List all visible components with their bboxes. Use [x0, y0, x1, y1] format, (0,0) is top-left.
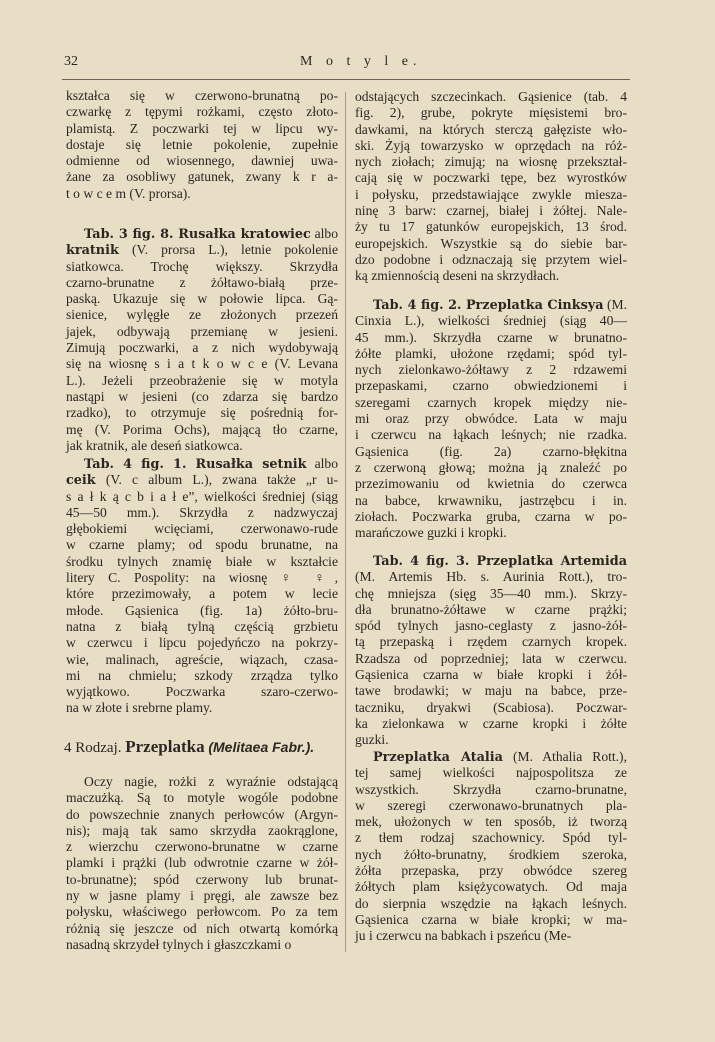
text-line: maczużką. Są to motyle wogóle podobne: [66, 790, 338, 806]
text-line: w czarne plamy; od spodu brunatne, na: [66, 537, 338, 553]
text-line: [66, 226, 338, 242]
text-line: litery C. Pospolity: na wiosnę ♀ ♀,: [66, 570, 338, 586]
text-line: marańczowe guzki i kropki.: [355, 525, 507, 541]
heading-latin: (Melitaea Fabr.).: [208, 739, 315, 755]
text-line: się na wiosnę s i a t k o w c e (V. Levana: [66, 356, 338, 372]
text-line: żółta przepaska, przy obwódce szereg: [355, 863, 627, 879]
text-line: [66, 456, 338, 472]
text-line: nasadną skrzydeł tylnych i głaszczkami o: [66, 936, 292, 952]
text-line: wie, malinach, agreście, wiązach, czasa-: [66, 651, 338, 667]
text-line: czwarkę z tępymi rożkami, często złoto-: [66, 104, 338, 120]
text-line: na w złote i srebrne plamy.: [66, 700, 213, 716]
text-line: do sierpnia wszędzie na łąkach leśnych.: [355, 895, 627, 911]
left-column-paragraph: [66, 456, 338, 717]
text-line: kształca się w czerwono-brunatną po-: [66, 88, 338, 103]
text-line: Cinxia L.), wielkości średniej (siąg 40—: [355, 313, 627, 329]
column-divider: [345, 92, 346, 952]
left-column-paragraph: [66, 88, 338, 202]
text-line: z wierzchu czerwono-brunatne w czarne: [66, 839, 338, 855]
text-line: wszystkich. Skrzydła czarno-brunatne,: [355, 781, 627, 797]
text-line: przezimowaniu od kwietnia do czerwca: [355, 476, 627, 492]
text-line: chę mniejsza (sięg 35—40 mm.). Skrzy-: [355, 585, 627, 601]
line-text: albo: [306, 456, 338, 471]
text-line: tawe brodawki; w maju na babce, prze-: [355, 683, 627, 699]
text-line: żółte plamki, ułożone rzędami; spód tyl-: [355, 345, 627, 361]
text-line: ju i czerwcu na babkach i pszeńcu (Me-: [355, 928, 572, 944]
text-line: fig. 2), grube, pokryte mięsistemi bro-: [355, 105, 627, 121]
species-name: ceik: [66, 473, 96, 489]
text-line: które przezimowały, a potem w lecie: [66, 586, 338, 602]
heading-genus: Przeplatka: [125, 737, 205, 756]
text-line: nastąpi w jesieni (co zdarza się bardzo: [66, 388, 338, 404]
text-line: Rzadsza od poprzedniej; lata w czerwcu.: [355, 650, 627, 666]
text-line: to-brunatne); spód czerwony lub brunat-: [66, 871, 338, 887]
text-line: paską. Ukazuje się w połowie lipca. Gą-: [66, 291, 338, 307]
text-line: nych ziołach; zimują; na wiosnę przekształ-: [355, 154, 627, 170]
right-column-paragraph: [355, 553, 627, 749]
text-line: ży tu 17 gatunków europejskich, 13 środ.: [355, 219, 627, 235]
text-line: żółtych plam księżycowatych. Od maja: [355, 879, 627, 895]
text-line: z tłem rodzaj szachownicy. Spód tyl-: [355, 830, 627, 846]
text-line: przepaskami, czarno obwiedzionemi i: [355, 378, 627, 394]
text-line: [66, 242, 338, 258]
text-line: jak kratnik, ale deseń siatkowca.: [66, 437, 243, 453]
text-line: ski. Żyją towarzysko w oprzędach na róż-: [355, 137, 627, 153]
species-name: Tab. 4 fig. 3. Przeplatka Artemida: [373, 554, 627, 569]
text-line: różnią się jeszcze od nich otwartą komórką: [66, 920, 338, 936]
text-line: rzadko), to otrzymuje się pośrednią for-: [66, 405, 338, 421]
text-line: i czerwcu na łąkach leśnych; nie rzadka.: [355, 427, 627, 443]
text-line: ką zmiennością deseni na skrzydłach.: [355, 268, 560, 284]
text-line: [355, 553, 627, 569]
text-line: europejskich. Wszystkie są do siebie bar-: [355, 235, 627, 251]
text-line: ka zielonkawa w czarne kropki i żółte: [355, 715, 627, 731]
text-line: spód tylnych jasno-ceglasty z jasno-żół-: [355, 618, 627, 634]
text-line: natna z białą tylną częścią grzbietu: [66, 618, 338, 634]
text-line: tą przepaską i rzędem czarnych kropek.: [355, 634, 627, 650]
text-line: ziołach. Poczwarka gruba, czarna w po-: [355, 508, 627, 524]
text-line: odmienne od wiosennego, dawniej uwa-: [66, 153, 338, 169]
text-line: 45—50 mm.). Skrzydła z nadzwyczaj: [66, 504, 338, 520]
text-line: mę (V. Porima Ochs), mającą tło czarne,: [66, 421, 338, 437]
text-line: dawkami, na których sterczą gałęziste wło-: [355, 121, 627, 137]
text-line: sienice, wylęgłe ze złożonych przezeń: [66, 307, 338, 323]
left-column-paragraph: [66, 774, 338, 953]
text-line: do powszechnie znanych perłowców (Argyn-: [66, 806, 338, 822]
text-line: środku tylnych znamię białe w kształcie: [66, 553, 338, 569]
text-line: cają się w poczwarki tępe, bez wyrostków: [355, 170, 627, 186]
right-column-paragraph: [355, 297, 627, 541]
heading-prefix: 4 Rodzaj.: [64, 740, 122, 756]
text-line: młode. Gąsienica (fig. 1a) żółto-bru-: [66, 602, 338, 618]
line-text: (V. c album L.), zwana także „r u-: [95, 472, 338, 488]
species-name: Przeplatka Atalia: [373, 750, 503, 765]
text-line: taczniku, dryakwi (Scabiosa). Poczwar-: [355, 699, 627, 715]
text-line: dostaje się letnie pokolenie, zupełnie: [66, 136, 338, 152]
text-line: mi oraz przy obwódce. Lata w maju: [355, 411, 627, 427]
section-heading: [64, 737, 314, 757]
text-line: dła brunatno-żółtawe w czarne prążki;: [355, 601, 627, 617]
text-line: plamistą. Z poczwarki tej w lipcu wy-: [66, 120, 338, 136]
left-column-paragraph: [66, 226, 338, 454]
line-text: albo: [310, 226, 338, 241]
text-line: żane za osobliwy gatunek, zwany k r a-: [66, 169, 338, 185]
text-line: mi na chmielu; szkody zrządza tylko: [66, 667, 338, 683]
text-line: szeregami czarnych kropek między nie-: [355, 394, 627, 410]
text-line: mek, ułożonych w ten sposób, iż tworzą: [355, 814, 627, 830]
species-name: Tab. 4 fig. 1. Rusałka setnik: [84, 457, 307, 472]
text-line: Oczy nagie, rożki z wyraźnie odstającą: [84, 774, 338, 789]
text-line: w szeregi czerwonawo-brunatnych pla-: [355, 797, 627, 813]
text-line: czarno-brunatne z żółtawo-białą prze-: [66, 274, 338, 290]
text-line: na babce, krwawniku, jastrzębcu i in.: [355, 492, 627, 508]
text-line: tej samej wielkości najpospolitsza ze: [355, 765, 627, 781]
text-line: ninę 3 barw: czarnej, białej i żółtej. Nale-: [355, 203, 627, 219]
right-column-paragraph: [355, 749, 627, 945]
line-text: (M.: [603, 297, 627, 312]
text-line: plamki i prążki (lub odwrotnie czarne w żół-: [66, 855, 338, 871]
line-text: (V. prorsa L.), letnie pokolenie: [118, 242, 338, 258]
text-line: t o w c e m (V. prorsa).: [66, 185, 191, 201]
text-line: i połysku, przedstawiające zwykle miesza-: [355, 186, 627, 202]
text-line: nych zielonkawo-żółtawy z 2 rdzawemi: [355, 362, 627, 378]
text-line: dzo podobne i odznaczają się przytem wiel-: [355, 251, 627, 267]
text-line: (M. Artemis Hb. s. Aurinia Rott.), tro-: [355, 569, 627, 585]
text-line: ny w jasne plamy i pręgi, ale zawsze bez: [66, 888, 338, 904]
right-column-paragraph: [355, 88, 627, 284]
text-line: [66, 472, 338, 488]
text-line: [355, 749, 627, 765]
text-line: głębokiemi wcięciami, czerwonawo-rude: [66, 521, 338, 537]
line-text: (M. Athalia Rott.),: [502, 749, 627, 764]
header-rule: [62, 79, 630, 80]
text-line: Gąsienica czarna w białe kropki i żół-: [355, 667, 627, 683]
text-line: [355, 297, 627, 313]
text-line: jajek, odbywają przemianę w jesieni.: [66, 323, 338, 339]
page-number: 32: [64, 54, 78, 69]
text-line: guzki.: [355, 732, 389, 748]
text-line: L.). Jeżeli przeobrażenie się w motyla: [66, 372, 338, 388]
text-line: w czerwcu i lipcu pojedyńczo na pokrzy-: [66, 635, 338, 651]
text-line: Zimują poczwarki, a z nich wydobywają: [66, 340, 338, 356]
text-line: nych żółto-brunatny, środkiem szeroka,: [355, 846, 627, 862]
species-name: Tab. 3 fig. 8. Rusałka kratowiec: [84, 227, 311, 242]
species-name: Tab. 4 fig. 2. Przeplatka Cinksya: [373, 298, 604, 313]
species-name: kratnik: [66, 243, 119, 259]
text-line: s a ł k ą c b i a ł e”, wielkości średniej (siąg: [66, 488, 338, 504]
text-line: wyjątkowo. Poczwarka szaro-czerwo-: [66, 684, 338, 700]
text-line: z czerwoną głową; można ją znaleźć po: [355, 459, 627, 475]
text-line: Gąsienica (fig. 2a) czarno-błękitna: [355, 443, 627, 459]
text-line: odstających szczecinkach. Gąsienice (tab. 4: [355, 89, 627, 104]
running-title: M o t y l e.: [300, 54, 422, 69]
text-line: siatkowca. Trochę większy. Skrzydła: [66, 258, 338, 274]
text-line: połysku, właściwego perłowcom. Po za tem: [66, 904, 338, 920]
text-line: 45 mm.). Skrzydła czarne w brunatno-: [355, 329, 627, 345]
text-line: nis); mają tak samo skrzydła zaokrąglone,: [66, 822, 338, 838]
text-line: Gąsienica czarna w białe kropki; w ma-: [355, 911, 627, 927]
